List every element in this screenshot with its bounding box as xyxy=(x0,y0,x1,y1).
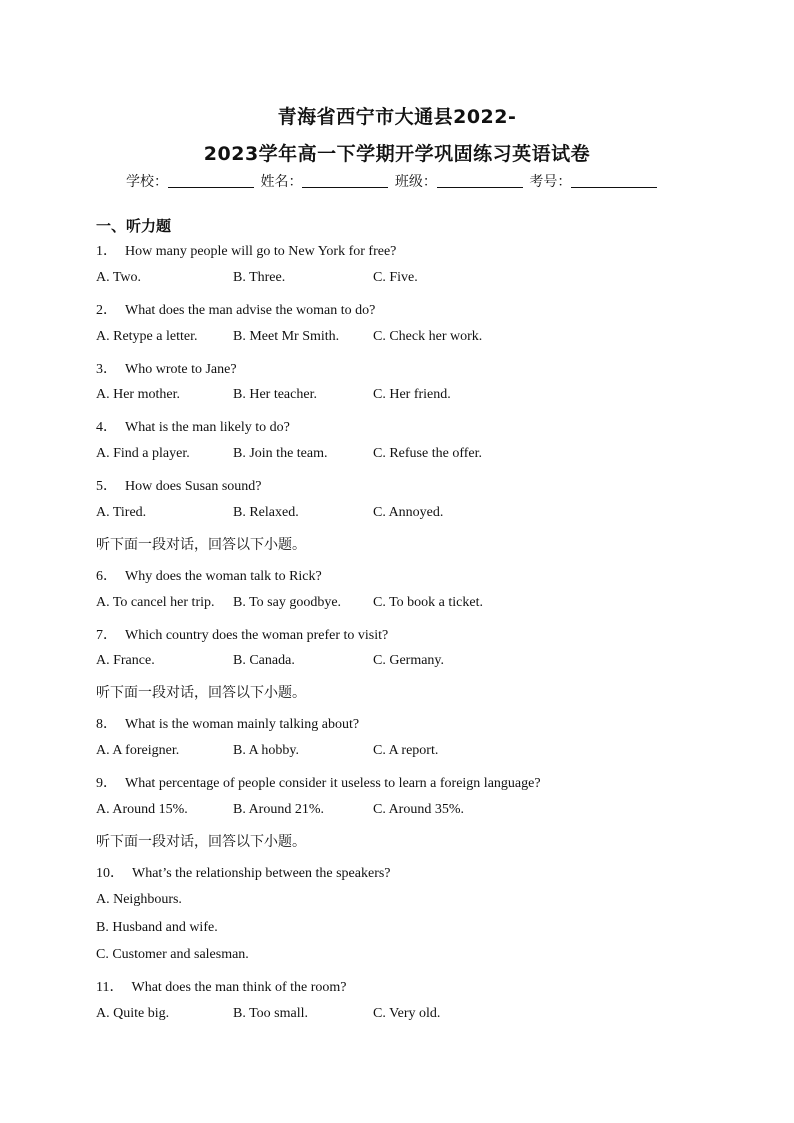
option-c: C. A report. xyxy=(373,743,439,758)
question-text: Which country does the woman prefer to visit? xyxy=(125,628,389,643)
name-label: 姓名： xyxy=(260,174,303,190)
question-text: How many people will go to New York for free? xyxy=(125,244,397,259)
option-c: C. Check her work. xyxy=(373,329,483,344)
question-2 xyxy=(96,299,375,319)
option-b: B. Her teacher. xyxy=(233,387,317,402)
option-a: A. To cancel her trip. xyxy=(96,595,215,610)
option-a: A. Tired. xyxy=(96,505,147,520)
class-blank[interactable] xyxy=(437,173,523,188)
dialogue-note-2: 听下面一段对话，回答以下小题。 xyxy=(96,685,306,701)
question-8 xyxy=(96,713,359,733)
class-label: 班级： xyxy=(394,174,437,190)
question-7 xyxy=(96,624,388,644)
question-11 xyxy=(96,976,346,996)
student-info-row xyxy=(126,171,659,191)
option-a: A. France. xyxy=(96,653,155,668)
question-number: 4． xyxy=(96,420,117,435)
option-10-b: B. Husband and wife. xyxy=(96,920,218,935)
question-text: What percentage of people consider it useless to learn a foreign language? xyxy=(125,776,541,791)
dialogue-note-1: 听下面一段对话，回答以下小题。 xyxy=(96,537,306,553)
option-a: A. Around 15%. xyxy=(96,802,188,817)
question-6 xyxy=(96,565,322,585)
question-5 xyxy=(96,475,262,495)
question-number: 9． xyxy=(96,776,117,791)
question-text: What is the man likely to do? xyxy=(125,420,290,435)
question-number: 7． xyxy=(96,628,117,643)
question-number: 1． xyxy=(96,244,117,259)
question-3 xyxy=(96,358,237,378)
option-c: C. Germany. xyxy=(373,653,445,668)
option-b: B. Too small. xyxy=(233,1006,308,1021)
question-number: 3． xyxy=(96,362,117,377)
option-c: C. Five. xyxy=(373,270,418,285)
option-b: B. To say goodbye. xyxy=(233,595,342,610)
option-b: B. Join the team. xyxy=(233,446,328,461)
option-a: A. A foreigner. xyxy=(96,743,180,758)
option-c: C. Very old. xyxy=(373,1006,441,1021)
exam-number-blank[interactable] xyxy=(571,173,657,188)
question-number: 6． xyxy=(96,569,117,584)
option-b: B. A hobby. xyxy=(233,743,299,758)
option-b: B. Meet Mr Smith. xyxy=(233,329,340,344)
option-10-a: A. Neighbours. xyxy=(96,892,182,907)
question-text: What is the woman mainly talking about? xyxy=(125,717,360,732)
question-number: 8． xyxy=(96,717,117,732)
question-text: What does the man advise the woman to do? xyxy=(125,303,376,318)
option-c: C. Her friend. xyxy=(373,387,451,402)
dialogue-note-3: 听下面一段对话，回答以下小题。 xyxy=(96,834,306,850)
question-4 xyxy=(96,416,290,436)
question-text: What’s the relationship between the speakers? xyxy=(132,866,391,881)
question-number: 5． xyxy=(96,479,117,494)
question-9 xyxy=(96,772,541,792)
option-c: C. Around 35%. xyxy=(373,802,464,817)
title-line-2: 2023学年高一下学期开学巩固练习英语试卷 xyxy=(203,143,591,165)
question-text: Why does the woman talk to Rick? xyxy=(125,569,322,584)
school-label: 学校： xyxy=(126,174,168,190)
option-a: A. Retype a letter. xyxy=(96,329,198,344)
exam-number-label: 考号： xyxy=(529,174,572,190)
option-c: C. To book a ticket. xyxy=(373,595,483,610)
question-text: What does the man think of the room? xyxy=(131,980,347,995)
option-b: B. Three. xyxy=(233,270,286,285)
option-10-c: C. Customer and salesman. xyxy=(96,947,249,962)
question-10 xyxy=(96,862,391,882)
option-b: B. Around 21%. xyxy=(233,802,324,817)
question-text: Who wrote to Jane? xyxy=(125,362,237,377)
question-text: How does Susan sound? xyxy=(125,479,262,494)
option-a: A. Find a player. xyxy=(96,446,190,461)
school-blank[interactable] xyxy=(168,173,254,188)
question-number: 10． xyxy=(96,866,124,881)
option-a: A. Two. xyxy=(96,270,142,285)
section-title: 一、听力题 xyxy=(96,217,172,235)
title-line-1: 青海省西宁市大通县2022- xyxy=(277,106,517,128)
question-1 xyxy=(96,240,396,260)
option-c: C. Annoyed. xyxy=(373,505,444,520)
question-number: 2． xyxy=(96,303,117,318)
option-a: A. Her mother. xyxy=(96,387,180,402)
option-b: B. Relaxed. xyxy=(233,505,299,520)
option-b: B. Canada. xyxy=(233,653,295,668)
question-number: 11． xyxy=(96,980,124,995)
option-a: A. Quite big. xyxy=(96,1006,170,1021)
option-c: C. Refuse the offer. xyxy=(373,446,482,461)
name-blank[interactable] xyxy=(302,173,388,188)
